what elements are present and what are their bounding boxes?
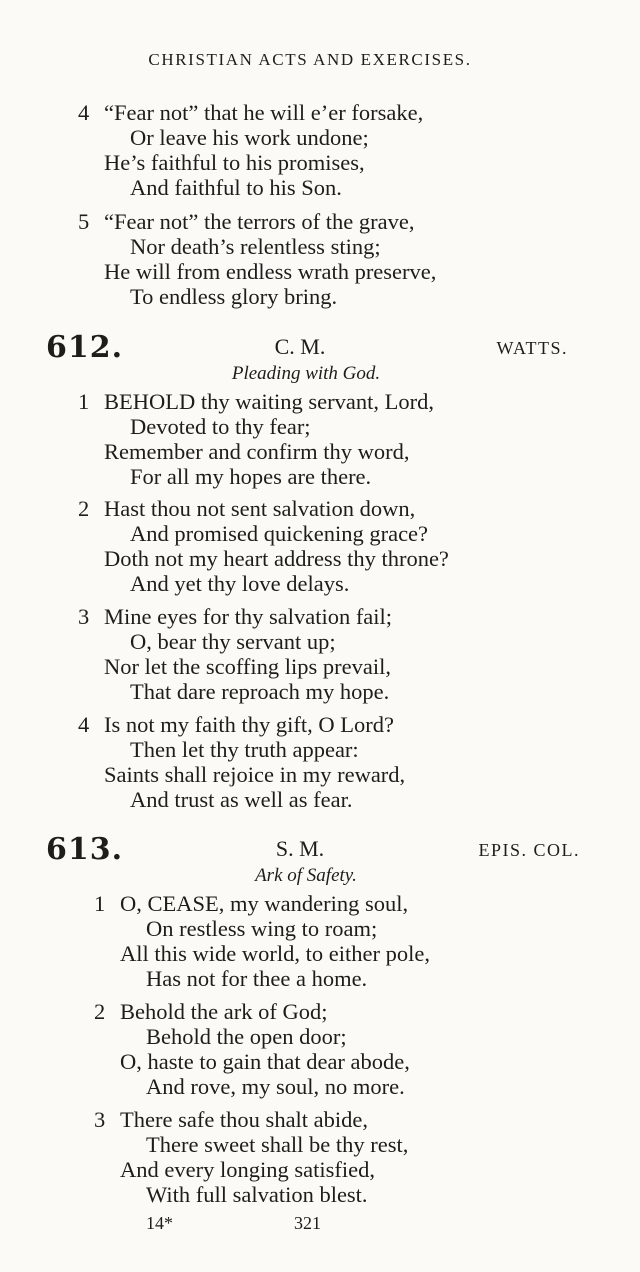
stanza-4-line-3: Saints shall rejoice in my reward, (104, 762, 406, 787)
stanza-5-line-3: He will from endless wrath preserve, (104, 259, 437, 284)
stanza-3-line-2: O, bear thy servant up; (130, 629, 336, 654)
stanza-1-line-3: All this wide world, to either pole, (120, 941, 430, 966)
stanza-2-line-1: 2 Behold the ark of God; (94, 999, 328, 1024)
stanza-2-line-3: Doth not my heart address thy throne? (104, 546, 449, 571)
stanza-1-line-4: Has not for thee a home. (146, 966, 368, 991)
stanza-4-line-1: 4 Is not my faith thy gift, O Lord? (78, 712, 394, 737)
hymn-meter: C. M. (274, 334, 326, 359)
stanza-4-line-1: 4 “Fear not” that he will e’er forsake, (78, 100, 424, 125)
stanza-1-line-3: Remember and confirm thy word, (104, 439, 410, 464)
stanza-3-line-3: Nor let the scoffing lips prevail, (104, 654, 392, 679)
hymn-title: Ark of Safety. (255, 865, 357, 886)
stanza-4-line-2: Then let thy truth appear: (130, 737, 359, 762)
stanza-4-line-4: And faithful to his Son. (130, 175, 342, 200)
hymn-author: WATTS. (496, 338, 568, 358)
hymn-title: Pleading with God. (231, 363, 381, 384)
hymn-meter: S. M. (275, 836, 325, 861)
stanza-4-line-2: Or leave his work undone; (130, 125, 369, 150)
stanza-3-line-2: There sweet shall be thy rest, (146, 1132, 409, 1157)
stanza-1-line-2: On restless wing to roam; (146, 916, 378, 941)
signature-mark: 14* (146, 1213, 173, 1233)
running-head: CHRISTIAN ACTS AND EXERCISES. (148, 50, 472, 69)
stanza-1-line-1: 1 BEHOLD thy waiting servant, Lord, (78, 389, 434, 414)
hymn-author: EPIS. COL. (478, 840, 580, 860)
stanza-2-line-2: And promised quickening grace? (130, 521, 429, 546)
hymn-number: 612. (46, 330, 124, 365)
stanza-3-line-1: 3 Mine eyes for thy salvation fail; (78, 604, 393, 629)
stanza-4-line-4: And trust as well as fear. (130, 787, 353, 812)
stanza-5-line-4: To endless glory bring. (130, 284, 338, 309)
stanza-5-line-1: 5 “Fear not” the terrors of the grave, (78, 209, 415, 234)
stanza-3-line-1: 3 There safe thou shalt abide, (94, 1107, 369, 1132)
stanza-1-line-2: Devoted to thy fear; (130, 414, 311, 439)
stanza-4-line-3: He’s faithful to his promises, (104, 150, 365, 175)
hymn-header (0, 832, 640, 867)
stanza-1-line-1: 1 O, CEASE, my wandering soul, (94, 891, 409, 916)
stanza-3-line-4: With full salvation blest. (146, 1182, 368, 1207)
stanza-2-line-3: O, haste to gain that dear abode, (120, 1049, 410, 1074)
stanza-5-line-2: Nor death’s relentless sting; (130, 234, 381, 259)
hymn-header (0, 330, 640, 365)
stanza-1-line-4: For all my hopes are there. (130, 464, 372, 489)
page-number: 321 (294, 1213, 321, 1233)
stanza-2-line-2: Behold the open door; (146, 1024, 347, 1049)
hymn-number: 613. (46, 832, 124, 867)
stanza-3-line-4: That dare reproach my hope. (130, 679, 390, 704)
stanza-2-line-4: And yet thy love delays. (130, 571, 350, 596)
stanza-2-line-1: 2 Hast thou not sent salvation down, (78, 496, 416, 521)
stanza-3-line-3: And every longing satisfied, (120, 1157, 375, 1182)
stanza-2-line-4: And rove, my soul, no more. (146, 1074, 405, 1099)
